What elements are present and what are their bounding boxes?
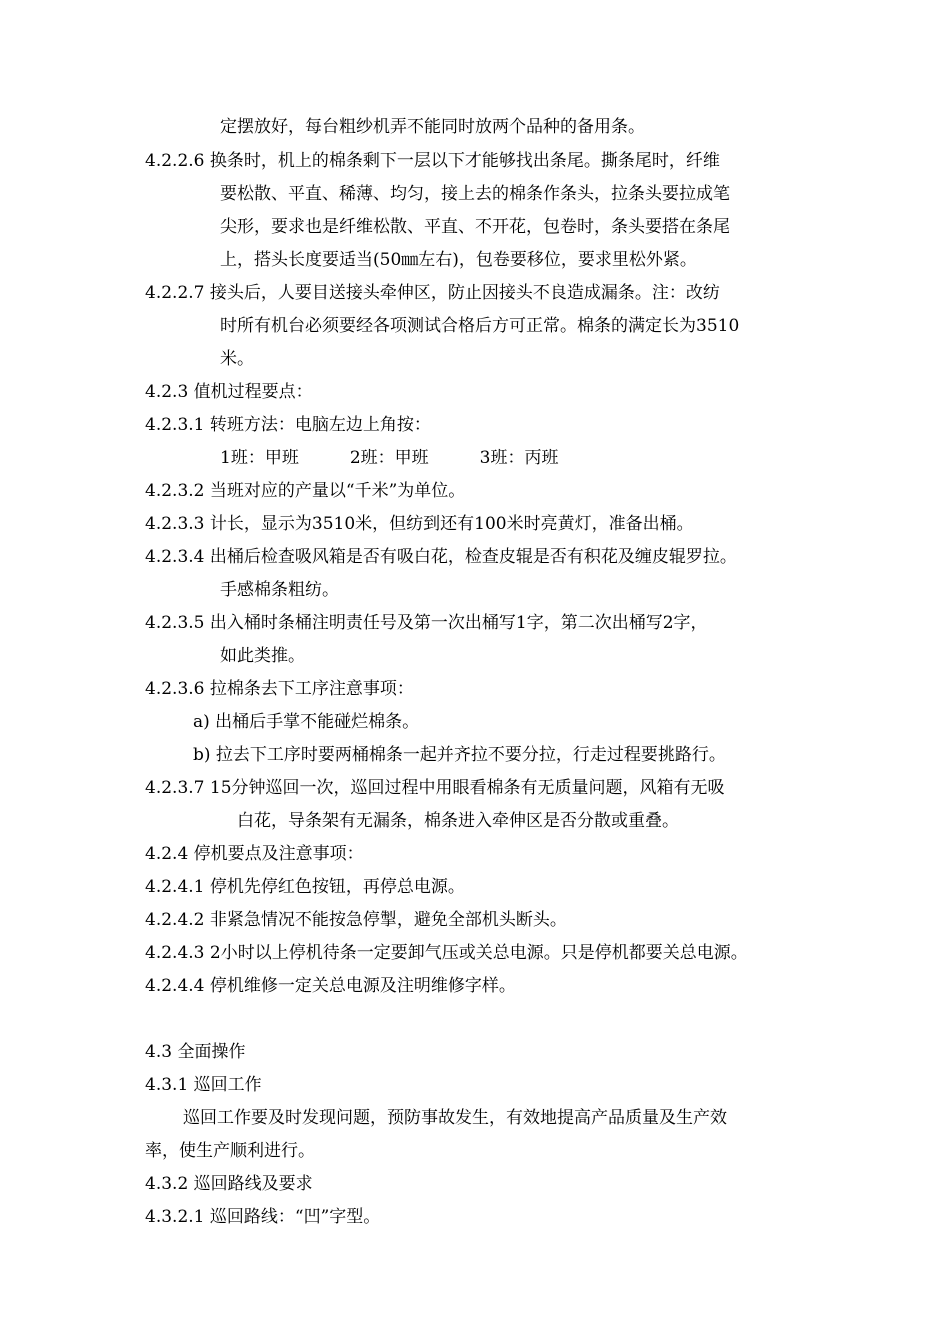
text-line: 白花，导条架有无漏条，棉条进入牵伸区是否分散或重叠。 (237, 811, 679, 831)
text-line: 尖形，要求也是纤维松散、平直、不开花，包卷时，条头要搭在条尾 (220, 217, 730, 237)
text-line: 4.2.2.6 换条时，机上的棉条剩下一层以下才能够找出条尾。撕条尾时，纤维 (145, 151, 720, 171)
text-line: 4.2.4.3 2小时以上停机待条一定要卸气压或关总电源。只是停机都要关总电源。 (145, 943, 748, 963)
text-line: 4.2.4.1 停机先停红色按钮，再停总电源。 (145, 877, 465, 897)
text-line: 时所有机台必须要经各项测试合格后方可正常。棉条的满定长为3510 (220, 316, 740, 336)
text-line: 4.3.2 巡回路线及要求 (145, 1174, 313, 1194)
text-line: 4.2.3.6 拉棉条去下工序注意事项： (145, 679, 414, 699)
text-line: 4.2.3.3 计长，显示为3510米，但纺到还有100米时亮黄灯，准备出桶。 (145, 514, 694, 534)
text-line: 4.2.3.7 15分钟巡回一次，巡回过程中用眼看棉条有无质量问题，风箱有无吸 (145, 778, 725, 798)
text-line: 要松散、平直、稀薄、均匀，接上去的棉条作条头，拉条头要拉成笔 (220, 184, 730, 204)
text-line: 4.2.3.2 当班对应的产量以“千米”为单位。 (145, 481, 466, 501)
text-line: 4.3 全面操作 (145, 1042, 246, 1062)
text-line: 4.2.3 值机过程要点： (145, 382, 313, 402)
text-line: 4.2.3.1 转班方法：电脑左边上角按： (145, 415, 431, 435)
text-line: b) 拉去下工序时要两桶棉条一起并齐拉不要分拉，行走过程要挑路行。 (193, 745, 726, 765)
text-line: 1班：甲班 2班：甲班 3班：丙班 (220, 448, 559, 468)
text-line: 率，使生产顺利进行。 (145, 1141, 315, 1161)
text-line: 4.2.3.5 出入桶时条桶注明责任号及第一次出桶写1字，第二次出桶写2字， (145, 613, 708, 633)
text-line: 4.2.2.7 接头后，人要目送接头牵伸区，防止因接头不良造成漏条。注：改纺 (145, 283, 720, 303)
text-line: 定摆放好，每台粗纱机弄不能同时放两个品种的备用条。 (220, 117, 645, 137)
text-line: 4.2.3.4 出桶后检查吸风箱是否有吸白花，检查皮辊是否有积花及缠皮辊罗拉。 (145, 547, 737, 567)
text-line: 4.2.4.4 停机维修一定关总电源及注明维修字样。 (145, 976, 516, 996)
text-line: 4.3.2.1 巡回路线：“凹”字型。 (145, 1207, 381, 1227)
text-line: a) 出桶后手掌不能碰烂棉条。 (193, 712, 420, 732)
text-line: 上，搭头长度要适当(50㎜左右)，包卷要移位，要求里松外紧。 (220, 250, 697, 270)
text-line: 4.3.1 巡回工作 (145, 1075, 262, 1095)
text-line: 手感棉条粗纺。 (220, 580, 339, 600)
text-line: 巡回工作要及时发现问题，预防事故发生，有效地提高产品质量及生产效 (183, 1108, 727, 1128)
text-line: 如此类推。 (220, 646, 305, 666)
text-line: 米。 (220, 349, 254, 369)
text-line: 4.2.4.2 非紧急情况不能按急停掣，避免全部机头断头。 (145, 910, 567, 930)
text-line: 4.2.4 停机要点及注意事项： (145, 844, 364, 864)
